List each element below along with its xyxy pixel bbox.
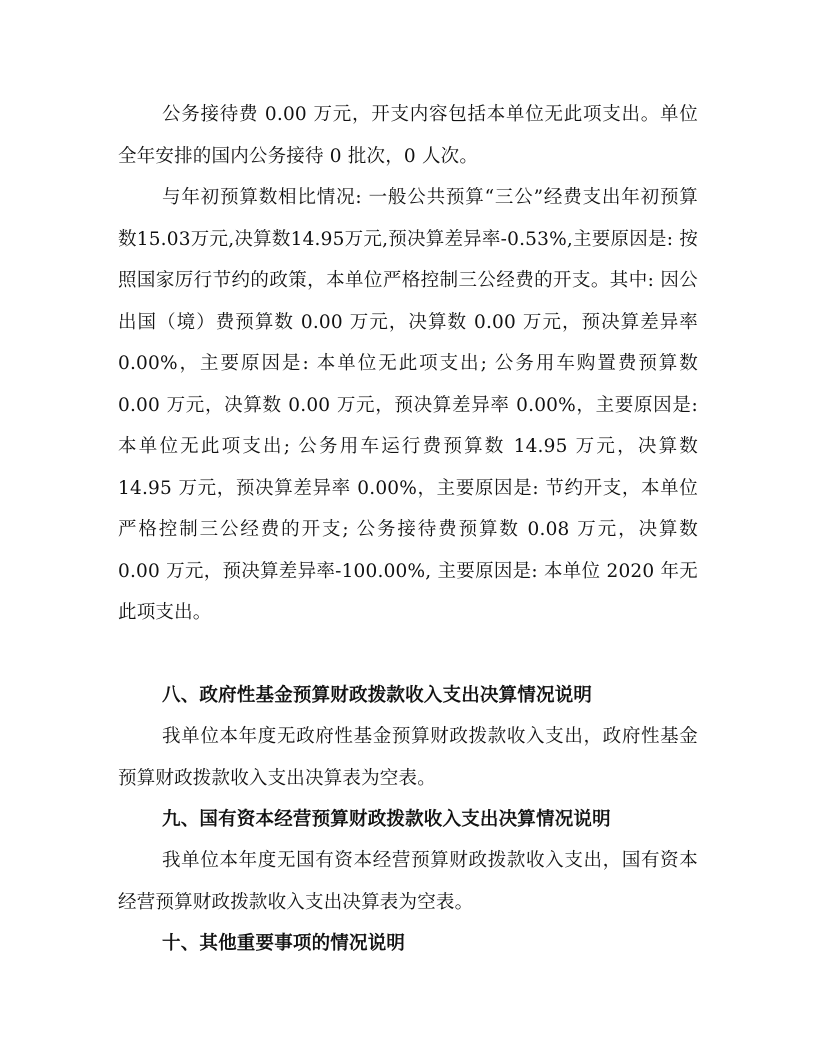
section-nine-heading: 九、国有资本经营预算财政拨款收入支出决算情况说明 <box>162 809 611 830</box>
section-eight-paragraph: 我单位本年度无政府性基金预算财政拨款收入支出，政府性基金预算财政拨款收入支出决算表为空表。 <box>118 726 698 789</box>
section-ten-heading: 十、其他重要事项的情况说明 <box>162 933 406 954</box>
section-nine-paragraph: 我单位本年度无国有资本经营预算财政拨款收入支出，国有资本经营预算财政拨款收入支出决算表为空表。 <box>118 850 698 913</box>
section-eight-heading: 八、政府性基金预算财政拨款收入支出决算情况说明 <box>162 685 593 706</box>
budget-comparison-paragraph: 与年初预算数相比情况: 一般公共预算“三公”经费支出年初预算数15.03万元,决算数14.95万元,预决算差异率-0.53%,主要原因是: 按照国家厉行节约的政策，本单位严格控制三公经费的开支。其中: 因公出国（境）费预算数 0.00 万元，决算数 0.00 万元，预决算差异率 0.00%，主要原因是: 本单位无此项支出; 公务用车购置费预算数 0.00 万元，决算数 0.00 万元，预决算差异率 0.00%，主要原因是: 本单位无此项支出; 公务用车运行费预算数 14.95 万元，决算数 14.95 万元，预决算差异率 0.00%，主要原因是: 节约开支，本单位严格控制三公经费的开支; 公务接待费预算数 0.08 万元，决算数 0.00 万元，预决算差异率-100.00%, 主要原因是: 本单位 2020 年无此项支出。 <box>118 187 698 623</box>
reception-expense-paragraph: 公务接待费 0.00 万元，开支内容包括本单位无此项支出。单位全年安排的国内公务接待 0 批次，0 人次。 <box>118 104 698 167</box>
